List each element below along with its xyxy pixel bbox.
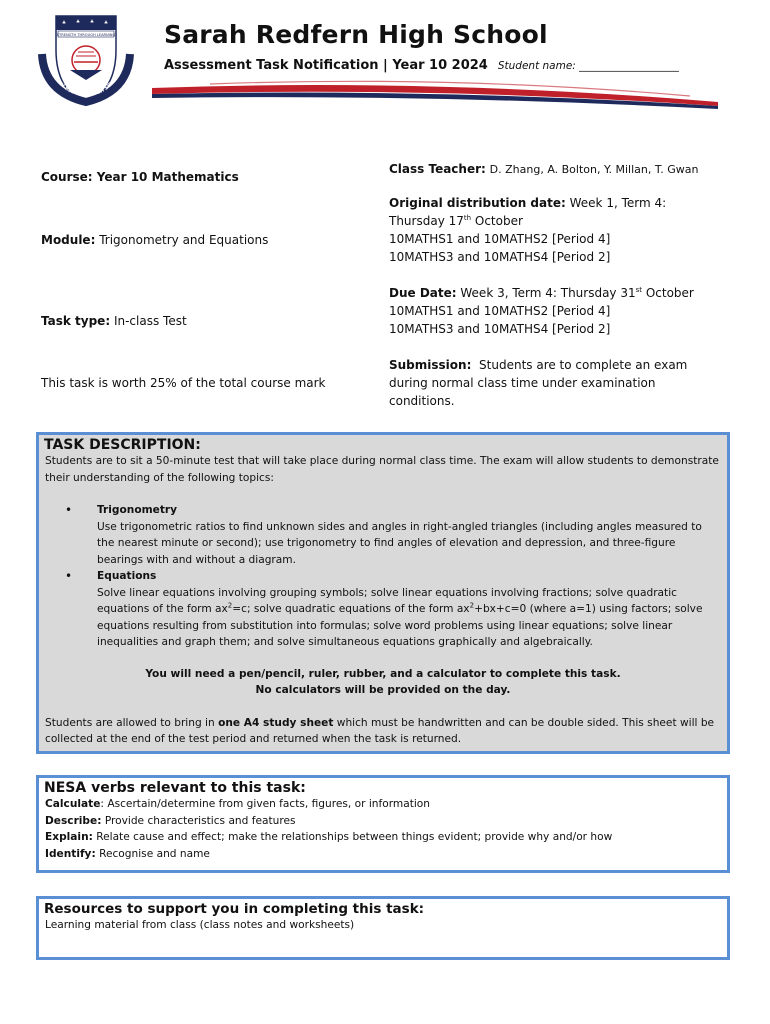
submission-info: Submission: Students are to complete an exam during normal class time under examination conditions. <box>389 358 688 408</box>
nesa-verb-item: Describe: Provide characteristics and features <box>45 814 296 827</box>
resources-box <box>36 896 730 960</box>
resources-text: Learning material from class (class notes and worksheets) <box>45 919 355 931</box>
weight-info: This task is worth 25% of the total course mark <box>41 376 326 390</box>
task-intro: Students are to sit a 50-minute test that will take place during normal class time. The exam will allow students to demonstrate their understanding of the following topics: <box>45 455 719 484</box>
topic-trigonometry: • Trigonometry Use trigonometric ratios to find unknown sides and angles in right-angled triangles (including angles measured to the nearest minute or second); use trigonometry to find angles of elevation and depression, and three-figure bearings with and without a diagram. <box>65 503 702 566</box>
course-info: Course: Year 10 Mathematics <box>41 170 239 184</box>
class-teacher-info: Class Teacher: D. Zhang, A. Bolton, Y. Millan, T. Gwan <box>389 162 699 176</box>
school-crest-logo <box>34 10 138 110</box>
crest-ring-text: SARAH REDFERN HIGH SCHOOL <box>50 70 122 99</box>
topic-equations: • Equations Solve linear equations involving grouping symbols; solve linear equations involving fractions; solve quadratic equations of the form $ax^2=c$; solve quadratic equations of the form $ax^2+bx+c=0$ (where a=1) using factors; solve equations resulting from substitution into formulas; solve word problems using linear equations; solve linear inequalities and graph them; and solve simultaneous equations graphically and algebraically. <box>65 569 703 648</box>
study-sheet-note: Students are allowed to bring in one A4 study sheet which must be handwritten and can be double sided. This sheet will be collected at the end of the test period and returned when the task is returned. <box>45 716 715 745</box>
nesa-verb-item: Explain: Relate cause and effect; make the relationships between things evident; provide why and/or how <box>45 831 613 843</box>
task-type-info: Task type: In-class Test <box>41 314 187 328</box>
school-name: Sarah Redfern High School <box>164 20 548 49</box>
nesa-heading: NESA verbs relevant to this task: <box>44 780 306 796</box>
notification-row <box>164 58 679 73</box>
nesa-verb-list <box>45 796 721 862</box>
equipment-line-1: You will need a pen/pencil, ruler, rubber, and a calculator to complete this task. <box>145 667 621 680</box>
crest-motto: STRENGTH THROUGH LEARNING <box>56 32 116 37</box>
task-description-body <box>45 453 721 748</box>
task-description-box <box>36 432 730 754</box>
module-info: Module: Trigonometry and Equations <box>41 233 269 247</box>
resources-heading: Resources to support you in completing this task: <box>44 901 425 917</box>
nesa-verbs-box <box>36 775 730 873</box>
notification-label: Assessment Task Notification | Year 10 2024 <box>164 58 488 73</box>
nesa-verb-item: Calculate: Ascertain/determine from given facts, figures, or information <box>45 798 430 810</box>
nesa-verb-item: Identify: Recognise and name <box>45 847 210 860</box>
student-name-field: Student name: ___________________ <box>497 60 679 72</box>
distribution-info: Original distribution date: Week 1, Term 4: Thursday 17th October 10MATHS1 and 10MATHS2 [Period 4] 10MATHS3 and 10MATHS4 [Period 2] <box>389 196 667 264</box>
header-swoosh <box>150 76 720 112</box>
task-description-heading: TASK DESCRIPTION: <box>44 437 201 453</box>
equipment-line-2: No calculators will be provided on the day. <box>255 684 511 696</box>
due-date-info: Due Date: Week 3, Term 4: Thursday 31st October 10MATHS1 and 10MATHS2 [Period 4] 10MATHS3 and 10MATHS4 [Period 2] <box>389 286 694 336</box>
